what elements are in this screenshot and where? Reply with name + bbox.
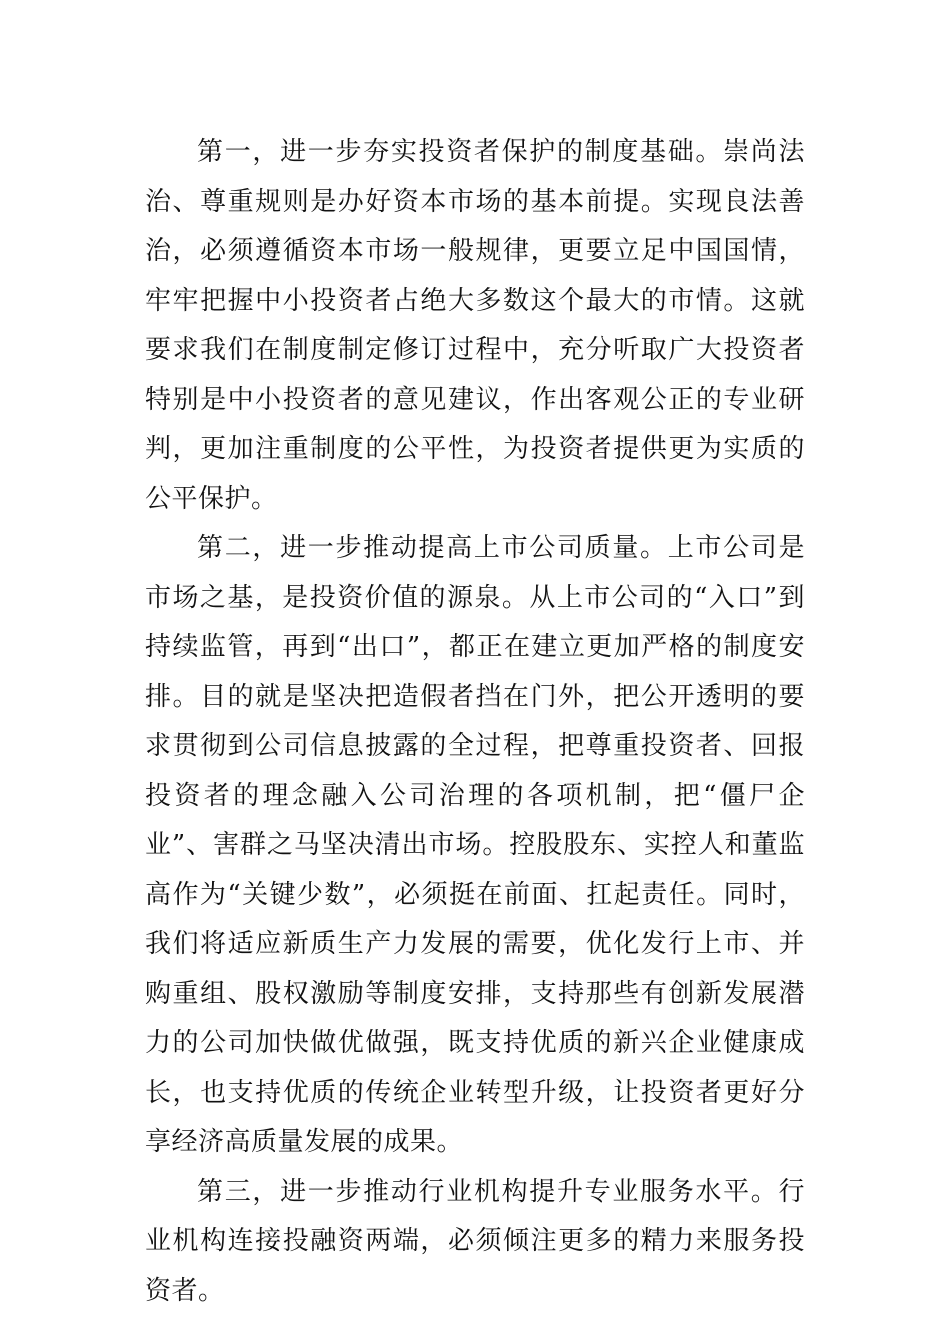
paragraph-industry-institutions: 第三，进一步推动行业机构提升专业服务水平。行业机构连接投融资两端，必须倾注更多的精力来服务投资者。 — [145, 1176, 805, 1306]
document-page — [145, 128, 805, 1316]
paragraph-investor-protection: 第一，进一步夯实投资者保护的制度基础。崇尚法治、尊重规则是办好资本市场的基本前提。实现良法善治，必须遵循资本市场一般规律，更要立足中国国情，牢牢把握中小投资者占绝大多数这个最大的市情。这就要求我们在制度制定修订过程中，充分听取广大投资者特别是中小投资者的意见建议，作出客观公正的专业研判，更加注重制度的公平性，为投资者提供更为实质的公平保护。 — [145, 137, 805, 514]
paragraph-listed-company-quality: 第二，进一步推动提高上市公司质量。上市公司是市场之基，是投资价值的源泉。从上市公司的“入口”到持续监管，再到“出口”，都正在建立更加严格的制度安排。目的就是坚决把造假者挡在门外，把公开透明的要求贯彻到公司信息披露的全过程，把尊重投资者、回报投资者的理念融入公司治理的各项机制，把“僵尸企业”、害群之马坚决清出市场。控股股东、实控人和董监高作为“关键少数”，必须挺在前面、扛起责任。同时，我们将适应新质生产力发展的需要，优化发行上市、并购重组、股权激励等制度安排，支持那些有创新发展潜力的公司加快做优做强，既支持优质的新兴企业健康成长，也支持优质的传统企业转型升级，让投资者更好分享经济高质量发展的成果。 — [145, 533, 805, 1157]
